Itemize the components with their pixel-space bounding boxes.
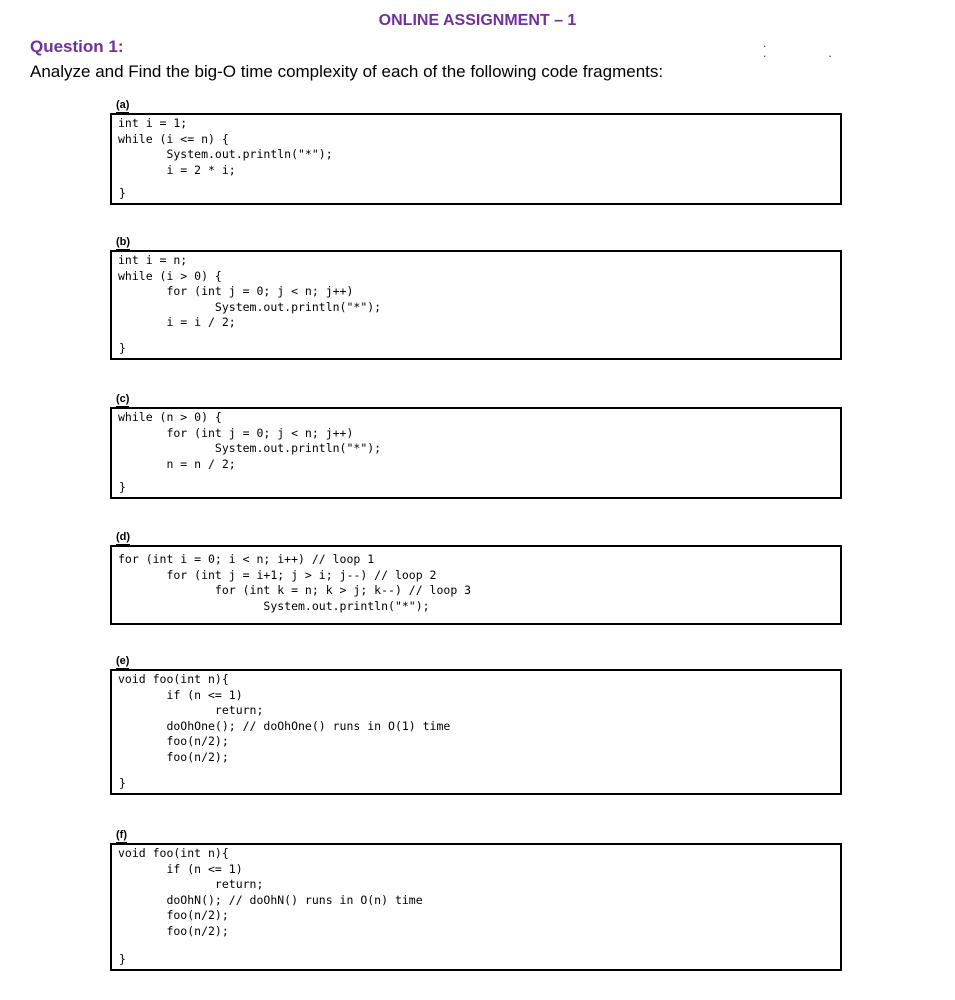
- fragment-b-closing-brace: }: [119, 341, 126, 355]
- fragment-e-closing-brace: }: [119, 776, 126, 790]
- fragment-e-label: (e): [116, 655, 130, 667]
- fragment-b-label: (b): [116, 236, 131, 248]
- fragment-c-code: while (n > 0) { for (int j = 0; j < n; j++) System.out.println("*"); n = n / 2;: [118, 410, 382, 471]
- corner-marks: . ..: [762, 40, 893, 60]
- fragment-d-box: [110, 545, 842, 625]
- fragment-e-box: [110, 669, 842, 795]
- fragment-b-box: [110, 250, 842, 360]
- fragment-b-code: int i = n; while (i > 0) { for (int j = 0; j < n; j++) System.out.println("*"); i = i / 2;: [118, 253, 382, 329]
- fragment-f-label: (f): [116, 829, 127, 841]
- question-prompt: Analyze and Find the big-O time complexity of each of the following code fragments:: [30, 62, 664, 81]
- fragment-c-closing-brace: }: [119, 480, 126, 494]
- fragment-c-label: (c): [116, 393, 130, 405]
- fragment-f-closing-brace: }: [119, 952, 126, 966]
- fragment-e-code: void foo(int n){ if (n <= 1) return; doOhOne(); // doOhOne() runs in O(1) time foo(n/2); foo(n/2);: [118, 672, 451, 764]
- question-heading: Question 1:: [30, 37, 124, 56]
- fragment-a-code: int i = 1; while (i <= n) { System.out.println("*"); i = 2 * i;: [118, 116, 333, 177]
- fragment-f-code: void foo(int n){ if (n <= 1) return; doOhN(); // doOhN() runs in O(n) time foo(n/2); foo(n/2);: [118, 846, 423, 938]
- fragment-d-code: for (int i = 0; i < n; i++) // loop 1 for (int j = i+1; j > i; j--) // loop 2 for (int k = n; k > j; k--) // loop 3 System.out.println("*");: [118, 552, 472, 613]
- fragment-c-box: [110, 407, 842, 499]
- fragment-a-box: [110, 113, 842, 205]
- assignment-title: ONLINE ASSIGNMENT – 1: [378, 12, 577, 29]
- fragment-a-closing-brace: }: [119, 186, 126, 200]
- fragment-f-box: [110, 843, 842, 971]
- fragment-d-label: (d): [116, 531, 131, 543]
- fragment-a-label: (a): [116, 99, 130, 111]
